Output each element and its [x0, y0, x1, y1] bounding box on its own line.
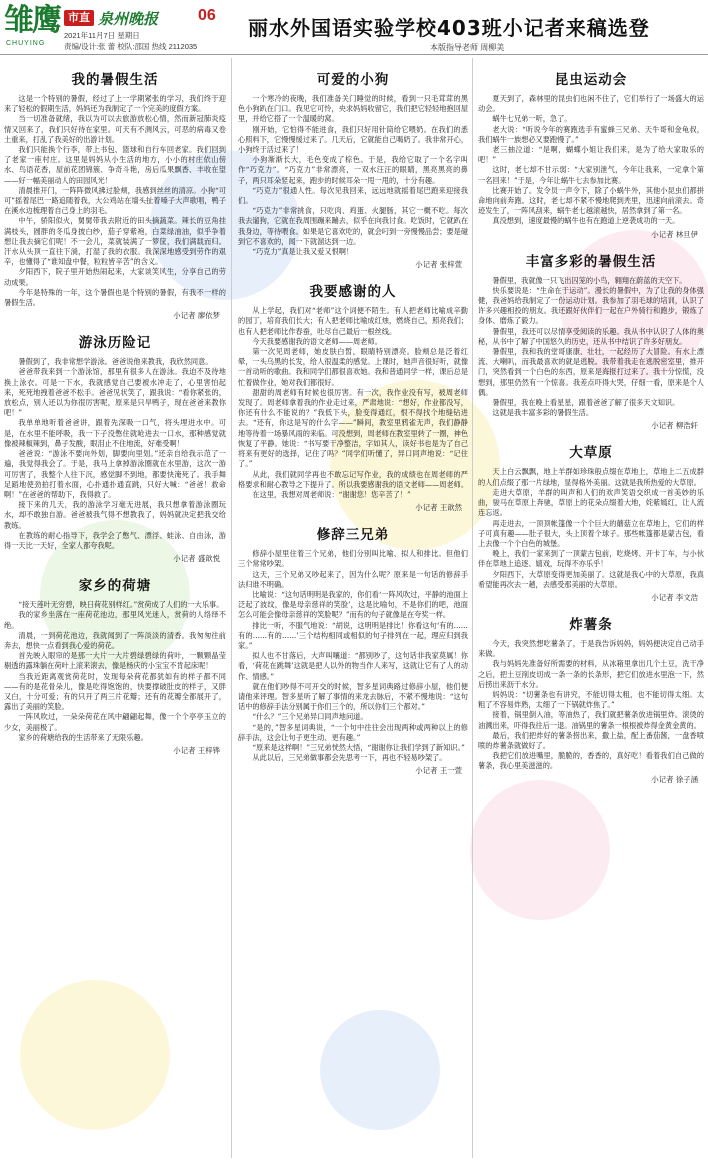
section-badge: 市直 — [64, 10, 94, 26]
article-title: 昆虫运动会 — [554, 72, 628, 88]
article — [238, 523, 468, 776]
article-byline: 小记者 李文浩 — [651, 592, 698, 602]
article-title: 游泳历险记 — [78, 335, 152, 352]
article-body — [4, 94, 226, 308]
article-paragraph: 首先映入眼帘的是那一大片一大片碧绿碧绿的荷叶，一颗颗晶莹剔透的露珠躺在荷叶上滚来滚去，像是杨庆的小宝宝不肯起床呢！ — [4, 651, 226, 671]
article-paragraph: 暑假里，我还可以尽情享受阅读的乐趣。我从书中认识了人体的奥秘，从书中了解了中国悠久的历史，还从书中结识了许多好朋友。 — [478, 326, 704, 346]
article-paragraph: 这就是我丰富多彩的暑假生活。 — [492, 408, 594, 418]
article-paragraph: 从此，我们就同学再也不敢忘记写作业，我的成绩也在周老师的严格要求和耐心教导之下提升了。所以我要感谢我的语文老师——周老师。 — [238, 469, 468, 489]
article — [4, 331, 226, 564]
article-paragraph: 在教练的耐心指导下，我学会了憋气、漂浮、蛙泳、自由泳，游得一天比一天好，全家人都夸我呢。 — [4, 530, 226, 550]
article-paragraph: 暑假里，我在晚上看星星，跟着爸爸了解了很多天文知识。 — [492, 398, 680, 408]
article-paragraph: “接天莲叶无穷碧，映日荷花别样红。”赏荷成了人们的一大乐事。 — [18, 600, 224, 610]
article-title: 丰富多彩的暑假生活 — [525, 253, 657, 270]
article-body — [478, 276, 704, 419]
article-paragraph: 我的家乡坐落在一座荷花池边，那里风光迷人，赏荷的人络绎不绝。 — [4, 610, 226, 630]
article-paragraph: 天上白云飘飘，地上羊群如珍珠般点缀在草地上，草地上二五成群的人们点缀了那一片绿地，显得格外美丽。这就是我所热爱的大草原。 — [478, 467, 704, 487]
page-headline: 丽水外国语实验学校403班小记者来稿选登 — [248, 16, 650, 40]
article-paragraph: 当一切准备就绪，我以为可以去旅游放松心情，然而新冠肺炎疫情又回来了，我们只好待在家里。可天有不测风云，可恶的病毒又卷土重来，打乱了我美好的出游计划。 — [4, 114, 226, 144]
article-paragraph: 一阵风吹过，一朵朵荷花在风中翩翩起舞，像一个个亭亭玉立的少女，美丽极了。 — [4, 712, 226, 732]
article-paragraph: 夕阳西下，院子里开始热闹起来，大家谈笑风生，分享自己的劳动成果。 — [4, 267, 226, 287]
article — [478, 613, 704, 785]
article-paragraph: 今天，我突然想吃薯条了，于是我告诉妈妈，妈妈便决定自己动手来做。 — [478, 638, 704, 659]
article-paragraph: 我们只能换个行李，带上书包、篮球和自行车回老家。我们回到了老家一座村庄。这里是妈妈从小生活的地方，小小的村庄依山傍水、鸟语花香，屋前花团锦簇、争奇斗艳，房后瓜果飘香、丰收在望——好一幅美丽动人的田园风光！ — [4, 145, 226, 185]
article-paragraph: “是的，”智多星词典说，“一个句中往往会出现两种或两种以上的修辞手法，这会让句子更生动、更有趣。” — [238, 722, 468, 742]
article-paragraph: 暑假里，我和我的堂哥康康、壮壮，一起经历了大冒险。有水上漂流、大喇叭，而我最喜欢的就是逃脱。我带着我走在逃脱密室里，推开门，突然看到一个白色的东西，原来是海报打过来了。我十分惊慌，没想到，那里仍然有一个惊喜。我差点吓得大哭，仔细一看，原来是个人偶。 — [478, 347, 704, 397]
article-byline: 小记者 廖依梦 — [173, 311, 220, 321]
article-paragraph: 就在他们吵得不可开交的时候，智多星词典路过修辞小屋，他们便请他来评理。智多星听了解了事情的来龙去脉后，不紧不慢地说：“这句话中的修辞手法分别属于你们三个的，所以你们三个都对。” — [238, 681, 468, 712]
article — [4, 574, 226, 756]
article-paragraph: 刚开始，它怕得不能进食，我们只好用针筒给它喂奶。在我们的悉心照料下，它慢慢缓过来了。几天后，它就能自己喝奶了。我非常开心，小狗终于活过来了！ — [238, 124, 468, 155]
article — [478, 68, 704, 240]
article-paragraph: 清晨推开门，一阵阵微风拂过脸颊，我感到丝丝的清凉。小狗“可可”摇着尾巴一路追随着我，大公鸡站在墙头扯着嗓子大声歌唱，鸭子在溪水边梳理着自己身上的羽毛。 — [4, 185, 226, 216]
article-byline: 小记者 盛歆悦 — [173, 554, 220, 564]
article-body — [478, 94, 704, 227]
article-body — [238, 549, 468, 763]
article — [478, 250, 704, 432]
article-paragraph: 蜗牛七兄弟一听，急了。 — [492, 114, 572, 124]
article — [238, 68, 468, 270]
article-paragraph: 真没想到，速度最慢的蜗牛也有在跑道上逆袭成功的一天。 — [492, 216, 680, 226]
article-paragraph: 我把它们放进嘴里，脆脆的，香香的，真好吃！看着我们自己做的薯条，我心里美滋滋的。 — [478, 751, 704, 771]
article-paragraph: 老大说：“听说今年的赛跑选手有蜜蜂三兄弟、天牛哥和金龟叔，我们蜗牛一族想必又要跑慢了。” — [478, 124, 704, 144]
article-paragraph: 老三抽泣道：“是啊，蝴蝶小姐让我们来，是为了给大家取乐的吧！” — [478, 145, 704, 165]
article-byline: 小记者 林旦伊 — [651, 229, 698, 239]
article-paragraph: “什么？”三个兄弟异口同声地问道。 — [252, 712, 368, 722]
article-paragraph: 我单单地听着爸爸讲，跟着先深吸一口气，将头埋进水中。可是，在水里不能呼吸，我一下子没憋住就呛进去一口水，那种感觉就像被辣椒辣到，鼻子发酸，眼泪止不住地流，好难受啊！ — [4, 418, 226, 448]
article-paragraph: 晚上，我们一家来到了一顶蒙古包前，吃烧烤、开卡丁车，与小伙伴在草地上追逐、嬉戏，玩得不亦乐乎！ — [478, 549, 704, 569]
article-paragraph: 一个寒冷的夜晚，我们准备关门睡觉的时候，看到一只毛茸茸的黑色小狗趴在门口。我见它可怜，央求妈妈收留它，我们把它轻轻地抱回屋里，并给它搭了一个温暖的窝。 — [238, 94, 468, 124]
article-paragraph: 接下来的几天，我的游泳学习毫无进展，我只想拿着游泳圈玩水，却不敢独自游。爸爸被我气得不想教我了，妈妈就决定把我交给教练。 — [4, 500, 226, 530]
article-byline: 小记者 张梓萱 — [415, 260, 462, 270]
article-paragraph: 接着，锅里倒入油，等油热了，我们就把薯条放进锅里炸。滚烫的油溅出来，吓得我往后一退。油锅里的薯条一根根被炸得金黄金黄的。 — [478, 710, 704, 730]
article-body — [238, 306, 468, 500]
article-title: 我要感谢的人 — [309, 284, 397, 301]
column-3 — [478, 58, 704, 1162]
article-byline: 小记者 徐子涵 — [651, 774, 698, 784]
article-paragraph: 这天，三个兄弟又吵起来了，因为什么呢？原来是一句话的修辞手法归谁不明确。 — [238, 569, 468, 589]
article-paragraph: 从此以后，三兄弟做事都会先思考一下，再也不轻易吵架了。 — [252, 753, 447, 763]
article-paragraph: 清晨，一到荷花池边，我就闻到了一阵淡淡的清香。我匆匆往前奔去，想快一点看到我心爱的荷花。 — [4, 630, 226, 650]
article-paragraph: 暑假到了，我非常想学游泳。爸爸说他来教我，我欣然同意。 — [18, 357, 213, 367]
article-paragraph: 从上学起，我们对“老师”这个词便不陌生。有人把老师比喻成辛勤的园丁，培育我们长大；有人把老师比喻成红烛，燃烧自己，照亮我们；也有人把老师比作春蚕，吐尽自己最后一根丝线。 — [238, 306, 468, 336]
article-title: 大草原 — [569, 445, 613, 462]
article-paragraph: 比喻说：“这句话明明是我家的，你们看‘一阵风吹过，平静的池面上泛起了波纹，像是母亲慈祥的笑脸’，这是比喻句，不是你们的吧，池面怎么可能会像母亲慈祥的笑脸呢？”而有的句子就像是在夸奖一样。 — [238, 589, 468, 620]
article-body — [478, 467, 704, 589]
article-title: 家乡的荷塘 — [78, 578, 152, 595]
article-paragraph: 我与妈妈先准备好所需要的材料，从冰箱里拿出几个土豆，洗干净之后，把土豆削皮切成一条一条的长条形，把它们放进水里泡一下，然后捞出来沥干水分。 — [478, 659, 704, 689]
article-title: 炸薯条 — [569, 616, 613, 633]
header-divider — [0, 54, 708, 55]
column-2 — [238, 58, 468, 1162]
article-paragraph: 当我近距离观赏荷花时，发现每朵荷花都犹如有的样子都不同——有的是花骨朵儿，像是吃得饱饱的，快要撑破肚皮的样子，又胖又白，十分可爱；有的只开了两三片花瓣；还有的花瓣全都展开了，露出了美丽的笑脸。 — [4, 671, 226, 712]
article-paragraph: 夕阳西下，大草原变得更加美丽了。这就是我心中的大草原，我真希望能再次去一趟，去感受那美丽的大草原。 — [478, 569, 704, 589]
article-paragraph: 在这里，我想对周老师说：“谢谢您！您辛苦了！” — [252, 489, 411, 499]
article-paragraph: “巧克力”非常挑食，只吃肉、鸡蛋、火腿肠，其它一概不吃。每次我去遛狗，它就在我周围蹦来蹦去，似乎在向我讨食。吃饭时，它就趴在我身边，等待喂食。如果是它喜欢吃的，就会叼到一旁慢慢品尝；要是碰到它不喜欢的，闻一下就溜达到一边。 — [238, 206, 468, 246]
article-paragraph: 爸爸说：“游泳不要向外划，脚要向里划。”还亲自给我示范了一遍，我觉得我会了。于是，我马上拿掉游泳圈就在水里游，这次一游可厉害了，我整个人往下沉，感觉脚不到地，都要快淹死了。我手舞足蹈地使劲拍打着水面，心扑通扑通直跳，只好大喊：“爸爸！救命啊！”在爸爸的帮助下，我得救了。 — [4, 449, 226, 499]
article-paragraph: 排比一听，不服气地说：“胡说，这明明是排比！你看这句‘有的……有的……有的……’三个结构相同或相似的句子排列在一起，理应归到我家。” — [238, 620, 468, 650]
article-paragraph: 小狗渐渐长大，毛色变成了棕色。于是，我给它取了一个名字叫作“巧克力”。“巧克力”非常漂亮，一双水汪汪的眼睛，黑亮黑亮的鼻子，两只耳朵竖起来，跑步的时候耳朵一甩一甩的，十分有趣。 — [238, 155, 468, 185]
article-title: 修辞三兄弟 — [316, 527, 390, 544]
article-title: 我的暑假生活 — [71, 72, 159, 88]
column-1 — [4, 58, 226, 1162]
article-byline: 小记者 王梓铧 — [173, 745, 220, 755]
editor-line: 责编/设计:张 蕾 校队:邵国 热线 2112035 — [64, 42, 198, 51]
article-paragraph: 家乡的荷塘给我的生活带来了无限乐趣。 — [18, 732, 148, 742]
article-paragraph: 今年是特殊的一年，这个暑假也是个特别的暑假，有我不一样的暑假生活。 — [4, 287, 226, 308]
article-paragraph: 这是一个特别的暑假，经过了上一学期紧张的学习，我们终于迎来了轻松的假期生活，妈妈还为我制定了一个完美的度假方案。 — [4, 94, 226, 114]
article — [478, 441, 704, 602]
column-divider — [231, 58, 232, 1158]
article-paragraph: “原来是这样啊！”三兄弟恍然大悟，“谢谢你让我们学到了新知识。” — [252, 742, 465, 752]
article-paragraph: 今天我要感谢我的语文老师——周老师。 — [252, 336, 382, 346]
issue-date: 2021年11月7日 星期日 — [64, 31, 140, 40]
article-paragraph: 再走进去，一顶顶帐篷像一个个巨大的蘑菇立在草地上，它们的样子可真有趣——肚子很大，头上顶着个球子。那些帐篷都是蒙古包，看上去像一个个白色的城堡。 — [478, 518, 704, 548]
article — [238, 280, 468, 513]
article-byline: 小记者 王歆然 — [415, 503, 462, 513]
article-paragraph: 妈妈说：“切薯条也有讲究，不能切得太粗，也不能切得太细。太粗了不容易炸熟，太细了一下锅就炸焦了。” — [478, 689, 704, 710]
article-body — [238, 94, 468, 257]
article-paragraph: 修辞小屋里住着三个兄弟，他们分别叫比喻、拟人和排比。但他们三个常常吵架。 — [238, 549, 468, 569]
article-paragraph: 中午，骄阳似火，舅舅带我去附近的田头摘蔬菜。辣长的豆角挂满枝头，圆胖的冬瓜身披白纱，茄子穿紫袍，白菜绿油油，似乎争着想让我去摘它们呢！不一会儿，菜就装满了一箩筐，我们满载而归。汗水从头顶一直往下淌，打湿了我的衣服。我深深地感受到劳作的艰辛，也懂得了“谁知盘中餐，粒粒皆辛苦”的含义。 — [4, 216, 226, 267]
article-byline: 小记者 柳浩轩 — [651, 421, 698, 431]
column-divider — [472, 58, 473, 1158]
article-byline: 小记者 王一萱 — [415, 766, 462, 776]
masthead-logo-sub: CHUYING — [6, 40, 46, 47]
article-paragraph: 比赛开始了。发令员一声令下，除了小蜗牛外，其他小昆虫们都拼命地向前奔跑。这时，老七却不紧不慢地爬到秃里，迅速向前滚去。奇迹发生了，一阵风刮来，蜗牛老七越滚越快，居然拿到了第一名。 — [478, 185, 704, 216]
paper-name: 泉州晚报 — [98, 10, 159, 28]
article-body — [478, 639, 704, 772]
advisor-line: 本版指导老师 周柳美 — [430, 43, 505, 52]
article-paragraph: “巧克力”真是让我又爱又恨啊！ — [252, 247, 354, 257]
page-number: 06 — [198, 7, 216, 24]
article-paragraph: 走进大草原，羊群的叫声和人们的欢声笑语交织成一首美妙的乐曲，骏马在草原上奔驰，草原上的花朵点缀着大地，姹紫嫣红，让人流连忘返。 — [478, 487, 704, 518]
article-paragraph: 夏天到了，森林里的昆虫们也闲不住了，它们举行了一场盛大的运动会。 — [478, 94, 704, 114]
article-title: 可爱的小狗 — [316, 72, 390, 88]
article-paragraph: 拟人也不甘落后，大声叫嚷道：“都别吵了，这句话非我家莫属！你看，‘荷花在跳舞’这就是把人以外的物当作人来写，这就让它有了人的动作、情感。” — [238, 651, 468, 681]
article-paragraph: 第一次见周老师，她皮肤白皙，眼睛特别漂亮。脸颊总是泛着红晕，一头乌黑的长发，给人很温柔的感觉。上课时，她声音很好听，就像一首动听的歌曲。我和同学们都很喜欢她。我和普通同学一样，课后总是忙着做作业，她对我们都很好。 — [238, 347, 468, 387]
article-body — [4, 600, 226, 743]
article-paragraph: “巧克力”很通人性。每次见我回来，远远地就摇着尾巴跑来迎接我们。 — [238, 185, 468, 206]
article-paragraph: 甜甜的周老师有时候也很厉害。有一次，我作业没有写，被周老师发现了。周老师拿着我的作业走过来，严肃地说：“想好，作业都没写，你还有什么不能说的？”我低下头，脸变得通红，恨不得找个地缝钻进去。“还有，你这是写的什么字——”瞬间，教室里鸦雀无声，我们静静地等待着一场暴风雨的来临。可没想到，周老师在教室里转了一圈，神色恢复了平静。她说：“书写要干净整洁，字如其人，读好书也是为了自己将来有更好的选择，记住了吗？”同学们听懂了，异口同声地说：“记住了。” — [238, 387, 468, 469]
article-paragraph: 暑假里，我就像一只飞出囚笼的小鸟，翱翔在蔚蓝的天空下。 — [492, 275, 687, 285]
article-paragraph: 最后，我们把炸好的薯条捞出来，撒上盐，配上番茄酱，一盘香喷喷的炸薯条就做好了。 — [478, 730, 704, 750]
article-paragraph: 这时，老七却不甘示弱：“大家别泄气，今年让我来，一定拿个第一名回来！”于是，今年让蜗牛七去参加比赛。 — [478, 165, 704, 185]
article-paragraph: 快乐要说是：“生命在于运动”。漫长的暑假中，为了让我的身体强健，我爸妈给我制定了一份运动计划。我参加了羽毛球的培训，认识了许多兴趣相投的朋友。我还跟好伙伴们一起在户外骑行和跑步，锻炼了身体、磨炼了毅力。 — [478, 285, 704, 326]
masthead-logo: 雏鹰 — [4, 3, 60, 38]
article — [4, 68, 226, 321]
article-body — [4, 357, 226, 551]
article-paragraph: 爸爸带我来到一个游泳馆，那里有很多人在游泳。我迫不及待地换上泳衣。可是一下水，我就感觉自己要被水冲走了，心里害怕起来，死死地拽着爸爸不松手。爸爸见状笑了，跟我说：“看你紧张的，放松点，别人还以为你很厉害呢，原来是只旱鸭子，现在爸爸来教你吧！” — [4, 367, 226, 418]
